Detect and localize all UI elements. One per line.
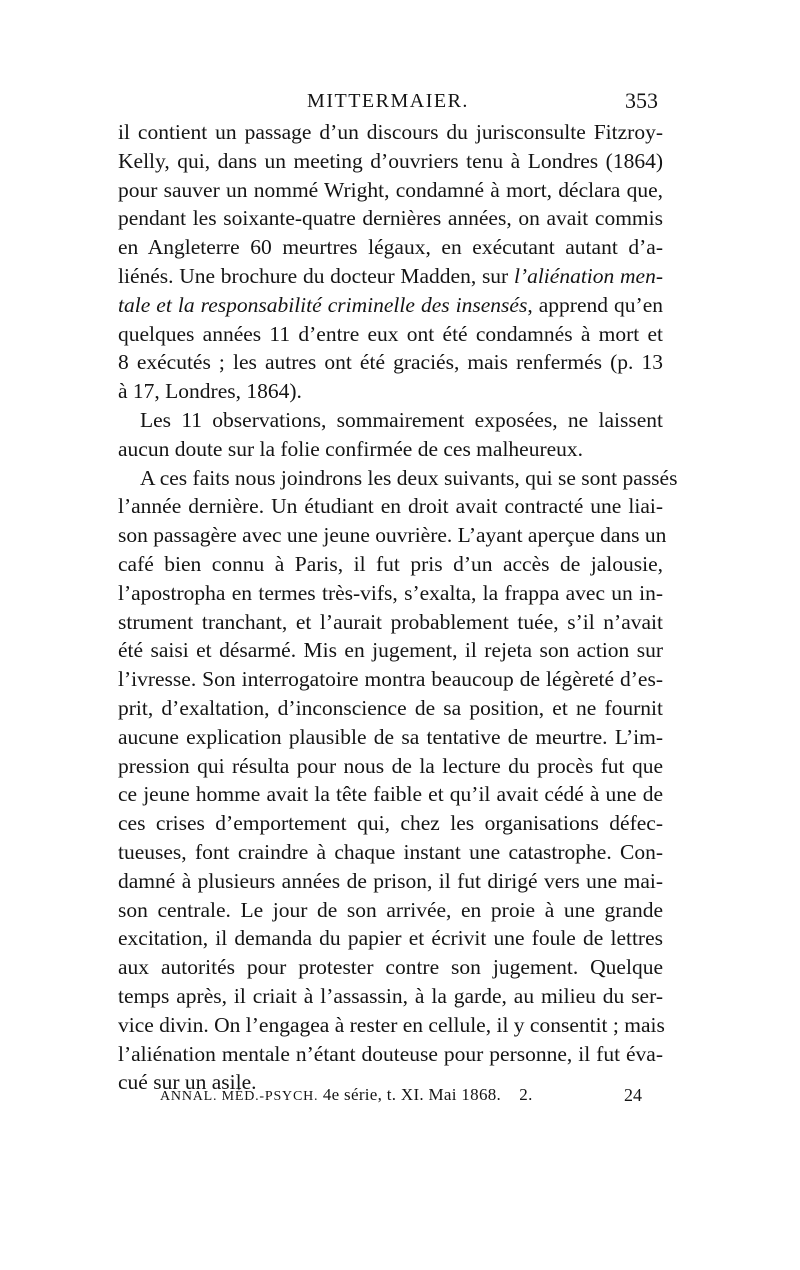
text-line: temps après, il criait à l’assassin, à la garde, au milieu du ser- bbox=[118, 983, 663, 1008]
text-line: pression qui résulta pour nous de la lecture du procès fut que bbox=[118, 753, 663, 778]
text-line: vice divin. On l’engagea à rester en cellule, il y consentit ; mais bbox=[118, 1012, 665, 1037]
text-line: ces crises d’emportement qui, chez les organisations défec- bbox=[118, 811, 663, 836]
footer-series: 4e série, t. XI. Mai 1868. bbox=[322, 1085, 502, 1104]
text-line: l’ivresse. Son interrogatoire montra beaucoup de légèreté d’es- bbox=[118, 667, 663, 692]
text-line: excitation, il demanda du papier et écrivit une foule de lettres bbox=[118, 926, 663, 951]
text-line: ce jeune homme avait la tête faible et qu’il avait cédé à une de bbox=[118, 782, 663, 807]
text-line: en Angleterre 60 meurtres légaux, en exécutant autant d’a- bbox=[118, 235, 663, 260]
text-line-mixed bbox=[118, 291, 663, 320]
text-line: l’aliénation mentale n’étant douteuse pour personne, il fut éva- bbox=[118, 1041, 663, 1066]
text-line: aux autorités pour protester contre son jugement. Quelque bbox=[118, 955, 663, 980]
text-line: damné à plusieurs années de prison, il fut dirigé vers une mai- bbox=[118, 868, 663, 893]
text-line: son centrale. Le jour de son arrivée, en proie à une grande bbox=[118, 897, 663, 922]
text-line: Kelly, qui, dans un meeting d’ouvriers tenu à Londres (1864) bbox=[118, 148, 663, 173]
running-head bbox=[118, 86, 658, 116]
text-line: A ces faits nous joindrons les deux suivants, qui se sont passés bbox=[140, 465, 678, 490]
footer-signature: 24 bbox=[624, 1085, 642, 1105]
text-line: 8 exécutés ; les autres ont été graciés, mais renfermés (p. 13 bbox=[118, 350, 663, 375]
text-line: tueuses, font craindre à chaque instant une catastrophe. Con- bbox=[118, 839, 663, 864]
text-line: strument tranchant, et l’aurait probablement tuée, s’il n’avait bbox=[118, 609, 663, 634]
italic-title-run: tale et la responsabilité criminelle des insensés bbox=[118, 292, 528, 317]
text-line: il contient un passage d’un discours du jurisconsulte Fitzroy- bbox=[118, 120, 663, 144]
page-number: 353 bbox=[625, 88, 658, 113]
text-line: aucun doute sur la folie confirmée de ces malheureux. bbox=[118, 436, 584, 461]
text-line: Les 11 observations, sommairement exposées, ne laissent bbox=[140, 407, 663, 432]
text-line: pendant les soixante-quatre dernières années, on avait commis bbox=[118, 206, 663, 231]
text-line: quelques années 11 d’entre eux ont été condamnés à mort et bbox=[118, 321, 663, 346]
text-line: son passagère avec une jeune ouvrière. L’ayant aperçue dans un bbox=[118, 523, 667, 548]
text-line: cué sur un asile. bbox=[118, 1070, 257, 1095]
body-text bbox=[118, 118, 678, 1097]
footer-reference bbox=[160, 1082, 533, 1110]
running-title: MITTERMAIER. bbox=[307, 90, 469, 112]
text-line: été saisi et désarmé. Mis en jugement, il rejeta son action sur bbox=[118, 638, 663, 663]
text-line: l’apostropha en termes très-vifs, s’exalta, la frappa avec un in- bbox=[118, 580, 663, 605]
text-run: , apprend qu’en bbox=[527, 292, 663, 317]
text-line-mixed bbox=[118, 262, 663, 291]
footer-journal: ANNAL. MÉD.-PSYCH. bbox=[160, 1089, 319, 1104]
page-footer bbox=[160, 1082, 642, 1108]
text-line: l’année dernière. Un étudiant en droit avait contracté une liai- bbox=[118, 494, 663, 519]
italic-title-run: l’aliénation men- bbox=[513, 263, 663, 288]
text-line: aucune explication plausible de sa tentative de meurtre. L’im- bbox=[118, 724, 663, 749]
text-line: café bien connu à Paris, il fut pris d’un accès de jalousie, bbox=[118, 551, 663, 576]
text-run: liénés. Une brochure du docteur Madden, sur bbox=[118, 263, 514, 288]
text-line: pour sauver un nommé Wright, condamné à mort, déclara que, bbox=[118, 177, 663, 202]
footer-sheet: 2. bbox=[519, 1085, 533, 1104]
text-line: prit, d’exaltation, d’inconscience de sa position, et ne fournit bbox=[118, 695, 663, 720]
text-line: à 17, Londres, 1864). bbox=[118, 379, 302, 404]
